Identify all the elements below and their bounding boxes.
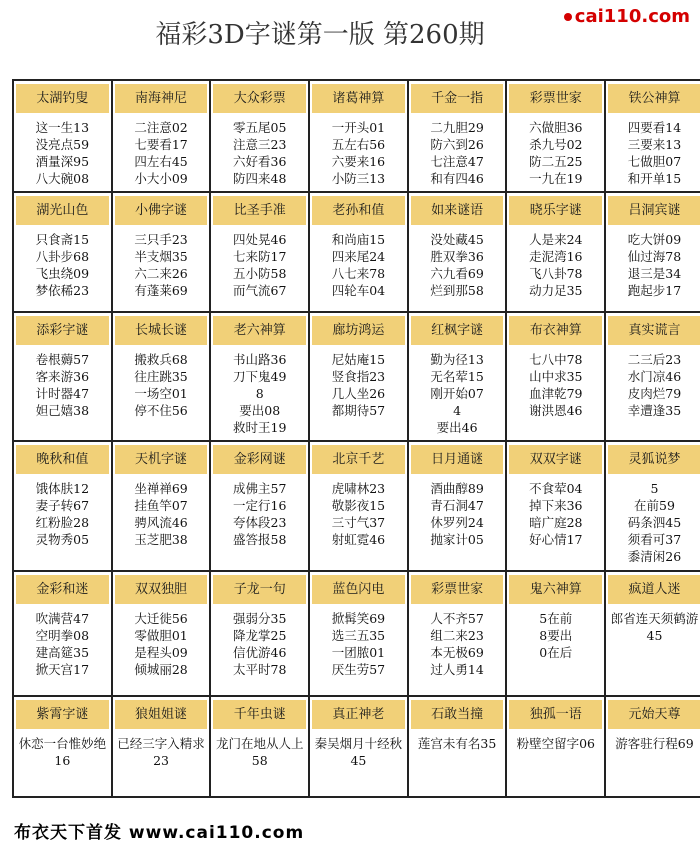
cell-body: 掀髯笑69 选三五35 一团脓01 厌生劳57 — [331, 611, 386, 677]
riddle-cell — [210, 696, 309, 797]
cell-header: 天机字谜 — [115, 445, 208, 474]
cell-header: 独孤一语 — [509, 700, 602, 729]
cell-header: 南海神尼 — [115, 84, 208, 113]
cell-body: 5 在前59 码条泗45 须看可37 黍清闲26 — [627, 481, 682, 564]
riddle-cell — [408, 441, 507, 571]
riddle-cell — [13, 441, 112, 571]
riddle-cell — [13, 192, 112, 312]
cell-body: 勤为径13 无名荤15 刚开始07 4 要出46 — [430, 352, 484, 435]
cell-header: 真实谎言 — [608, 316, 700, 345]
riddle-cell — [605, 571, 700, 696]
riddle-grid — [12, 79, 700, 798]
cell-header: 如来谜语 — [411, 196, 504, 225]
riddle-cell — [408, 571, 507, 696]
cell-header: 千年虫谜 — [213, 700, 306, 729]
grid-row — [13, 192, 700, 312]
cell-body: 大迁徙56 零做胆01 是程头09 倾城丽28 — [134, 611, 188, 677]
riddle-cell — [506, 441, 605, 571]
cell-body: 强弱分35 降龙掌25 信优游46 太平时78 — [233, 611, 287, 677]
riddle-cell — [506, 192, 605, 312]
riddle-cell — [210, 571, 309, 696]
cell-body: 秦吴烟月十经秋45 — [314, 736, 403, 768]
site-logo[interactable] — [564, 6, 690, 27]
cell-header: 晚秋和值 — [16, 445, 109, 474]
riddle-cell — [605, 192, 700, 312]
cell-header: 彩票世家 — [509, 84, 602, 113]
cell-body: 二注意02 七要看17 四左右45 小大小09 — [134, 120, 188, 186]
cell-header: 老六神算 — [213, 316, 306, 345]
cell-body: 吹满营47 空明拳08 建高筵35 掀天宫17 — [35, 611, 90, 677]
riddle-cell — [210, 80, 309, 192]
cell-header: 廊坊鸿运 — [312, 316, 405, 345]
grid-row — [13, 441, 700, 571]
cell-header: 日月通谜 — [411, 445, 504, 474]
riddle-cell — [112, 696, 211, 797]
riddle-cell — [13, 571, 112, 696]
cell-header: 吕洞宾谜 — [608, 196, 700, 225]
cell-header: 千金一指 — [411, 84, 504, 113]
cell-body: 搬救兵68 往庄跳35 一场空01 停不住56 — [134, 352, 188, 418]
cell-header: 北京千艺 — [312, 445, 405, 474]
cell-body: 零五尾05 注意三23 六好看36 防四来48 — [233, 120, 287, 186]
cell-header: 双双字谜 — [509, 445, 602, 474]
cell-header: 铁公神算 — [608, 84, 700, 113]
riddle-cell — [112, 80, 211, 192]
cell-body: 书山路36 刀下鬼49 8 要出08 救时王19 — [233, 352, 287, 435]
riddle-cell — [408, 312, 507, 441]
cell-header: 布衣神算 — [509, 316, 602, 345]
riddle-cell — [13, 312, 112, 441]
riddle-cell — [605, 312, 700, 441]
riddle-cell — [112, 571, 211, 696]
cell-header: 紫霄字谜 — [16, 700, 109, 729]
page-title: 福彩3D字谜第一版 第260期 — [155, 20, 485, 50]
cell-header: 小佛字谜 — [115, 196, 208, 225]
cell-header: 疯道人迷 — [608, 575, 700, 604]
cell-header: 鬼六神算 — [509, 575, 602, 604]
riddle-cell — [605, 696, 700, 797]
riddle-cell — [210, 312, 309, 441]
cell-header: 子龙一句 — [213, 575, 306, 604]
cell-body: 三只手23 半支烟35 六二来26 有蓬莱69 — [134, 232, 188, 298]
cell-body: 二三后23 水门凉46 皮肉烂79 幸遭逢35 — [627, 352, 682, 418]
cell-body: 不食荤04 掉下来36 暗广庭28 好心情17 — [529, 481, 583, 547]
cell-header: 真正神老 — [312, 700, 405, 729]
cell-body: 七八中78 山中求35 血津乾79 谢洪恩46 — [529, 352, 583, 418]
riddle-cell — [408, 80, 507, 192]
cell-header: 彩票世家 — [411, 575, 504, 604]
cell-body: 四处晃46 七来防17 五小防58 而气流67 — [233, 232, 287, 298]
riddle-cell — [506, 312, 605, 441]
logo-dot-icon — [564, 13, 572, 21]
grid-row — [13, 80, 700, 192]
cell-body: 游客驻行程69 — [615, 736, 694, 751]
riddle-cell — [309, 571, 408, 696]
grid-row — [13, 696, 700, 797]
cell-body: 四要看14 三要来13 七做胆07 和开单15 — [627, 120, 682, 186]
cell-header: 老孙和值 — [312, 196, 405, 225]
riddle-cell — [210, 441, 309, 571]
cell-body: 莲宫未有名35 — [417, 736, 497, 751]
grid-row — [13, 571, 700, 696]
cell-body: 龙门在地从人上58 — [215, 736, 304, 768]
riddle-cell — [13, 696, 112, 797]
grid-row — [13, 312, 700, 441]
cell-body: 六做胆36 杀九号02 防二五25 一九在19 — [529, 120, 583, 186]
cell-header: 大众彩票 — [213, 84, 306, 113]
cell-body: 没处藏45 胜双拳36 六九看69 烂到那58 — [430, 232, 484, 298]
riddle-cell — [309, 192, 408, 312]
riddle-cell — [506, 696, 605, 797]
cell-body: 粉壁空留字06 — [516, 736, 595, 751]
riddle-cell — [309, 696, 408, 797]
riddle-cell — [605, 441, 700, 571]
riddle-cell — [506, 571, 605, 696]
cell-body: 人不齐57 组二来23 本无极69 过人勇14 — [430, 611, 484, 677]
cell-body: 吃大饼09 仙过海78 退三是34 跑起步17 — [627, 232, 682, 298]
logo-text: cai110.com — [574, 6, 690, 27]
cell-header: 太湖钓叟 — [16, 84, 109, 113]
cell-header: 金彩网谜 — [213, 445, 306, 474]
cell-body: 郎省连天须鹤游45 — [610, 611, 699, 643]
riddle-cell — [309, 80, 408, 192]
cell-body: 人是来24 走泥湾16 飞八卦78 动力足35 — [529, 232, 583, 298]
cell-header: 添彩字谜 — [16, 316, 109, 345]
cell-header: 狼姐姐谜 — [115, 700, 208, 729]
cell-body: 饿体肤12 妻子转67 红粉脸28 灵物秀05 — [35, 481, 90, 547]
cell-header: 蓝色闪电 — [312, 575, 405, 604]
cell-header: 灵狐说梦 — [608, 445, 700, 474]
cell-body: 5在前 8要出 0在后 — [539, 611, 573, 660]
riddle-cell — [112, 312, 211, 441]
riddle-cell — [605, 80, 700, 192]
cell-header: 石敢当撞 — [411, 700, 504, 729]
cell-body: 虎啸林23 敬影夜15 三寸气37 射虹霓46 — [331, 481, 386, 547]
cell-header: 元始天尊 — [608, 700, 700, 729]
cell-body: 和尚庙15 四来尾24 八七来78 四轮车04 — [331, 232, 386, 298]
cell-body: 尼姑庵15 竖食指23 几人坐26 都期待57 — [331, 352, 386, 418]
cell-body: 二九胆29 防六到26 七注意47 和有四46 — [430, 120, 484, 186]
cell-header: 金彩和迷 — [16, 575, 109, 604]
cell-header: 湖光山色 — [16, 196, 109, 225]
cell-body: 成佛主57 一定行16 夸体段23 盛答报58 — [233, 481, 287, 547]
riddle-cell — [112, 441, 211, 571]
cell-body: 只食斋15 八卦步68 飞虫绕09 梦依稀23 — [35, 232, 90, 298]
cell-body: 酒曲醇89 青石洞47 休罗列24 抛家计05 — [430, 481, 484, 547]
cell-header: 红枫字谜 — [411, 316, 504, 345]
riddle-cell — [13, 80, 112, 192]
cell-body: 一开头01 五左右56 六要来16 小防三13 — [331, 120, 386, 186]
cell-body: 坐禅禅69 挂鱼竿07 骋风流46 玉芝肥38 — [134, 481, 188, 547]
riddle-cell — [309, 441, 408, 571]
riddle-cell — [408, 696, 507, 797]
cell-header: 比圣手准 — [213, 196, 306, 225]
cell-body: 卷根薅57 客来游36 计时器47 妲己嬉38 — [35, 352, 90, 418]
cell-body: 已经三字入精求23 — [117, 736, 205, 768]
riddle-cell — [210, 192, 309, 312]
cell-header: 晓乐字谜 — [509, 196, 602, 225]
riddle-cell — [309, 312, 408, 441]
cell-header: 双双独胆 — [115, 575, 208, 604]
cell-header: 诸葛神算 — [312, 84, 405, 113]
riddle-cell — [112, 192, 211, 312]
riddle-cell — [408, 192, 507, 312]
cell-body: 这一生13 没亮点59 酒量深95 八大碗08 — [35, 120, 90, 186]
cell-body: 休恋一台惟妙绝16 — [18, 736, 107, 768]
footer-banner[interactable]: 布衣天下首发 www.cai110.com — [14, 823, 305, 843]
cell-header: 长城长谜 — [115, 316, 208, 345]
riddle-cell — [506, 80, 605, 192]
